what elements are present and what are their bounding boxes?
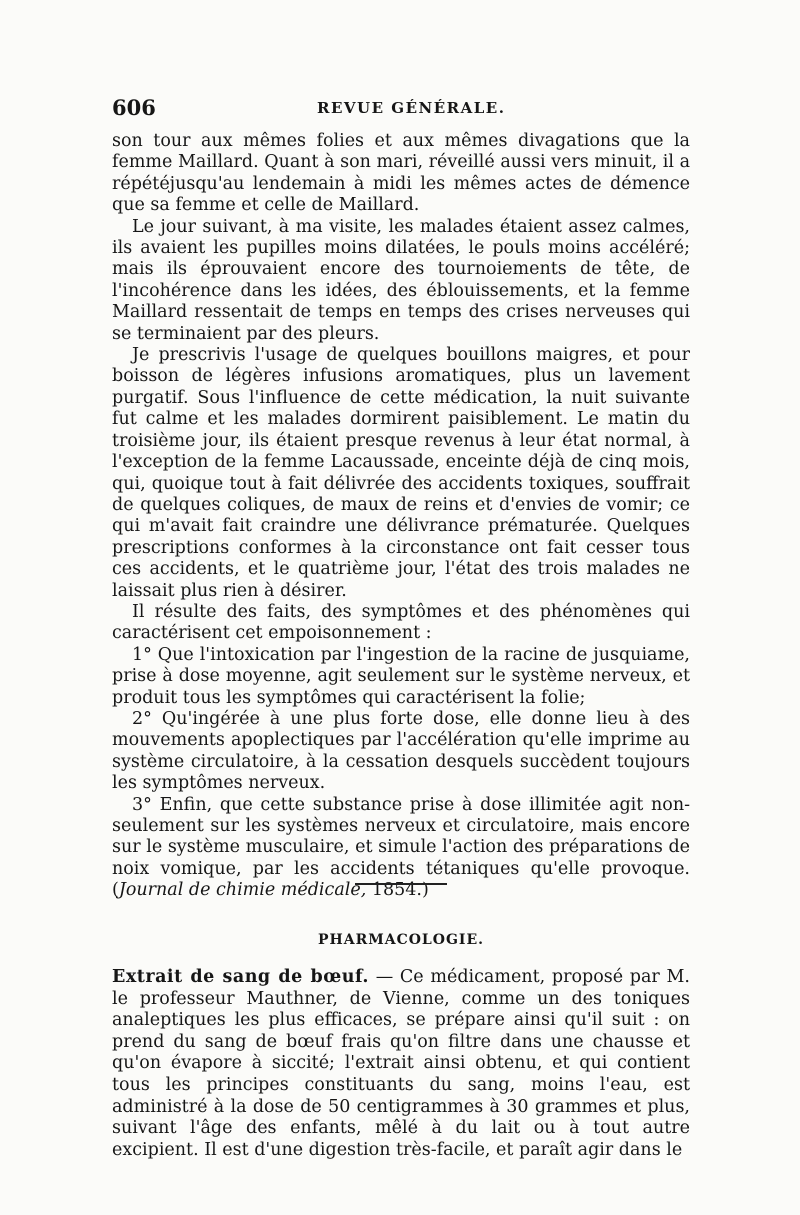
- entry-text: — Ce médicament, proposé par M. le professeur Mauthner, de Vienne, comme un des toniques analeptiques les plus efficaces, se prépare ainsi qu'il suit : on prend du sang de bœuf frais qu'on filtre dans une chausse et qu'on évapore à siccité; l'extrait ainsi obtenu, et qui contient tous les principes constituants du sang, moins l'eau, est administré à la dose de 50 centigrammes à 30 grammes et plus, suivant l'âge des enfants, mêlé à du lait ou à tout autre excipient. Il est d'une digestion très-facile, et paraît agir dans le: [112, 967, 690, 1160]
- running-title: REVUE GÉNÉRALE.: [317, 99, 506, 117]
- section-heading: PHARMACOLOGIE.: [317, 932, 485, 948]
- citation-year: 1854.): [371, 880, 429, 901]
- section-divider: [355, 883, 447, 885]
- conclusion-item-1: 1° Que l'intoxication par l'ingestion de la racine de jusquiame, prise à dose moyenne, agit seulement sur le système nerveux, et produit tous les symptômes qui caractérisent la folie;: [112, 644, 690, 708]
- conclusion-item-3-text: 3° Enfin, que cette substance prise à dose illimitée agit non-seulement sur les systèmes nerveux et circulatoire, mais encore sur le système musculaire, et simule l'action des préparations de noix vomique, par les accidents tétaniques qu'elle provoque. (: [112, 794, 690, 901]
- paragraph: Il résulte des faits, des symptômes et des phénomènes qui caractérisent cet empoisonnement :: [112, 601, 690, 644]
- journal-citation: Journal de chimie médicale,: [118, 880, 367, 901]
- paragraph: Je prescrivis l'usage de quelques bouillons maigres, et pour boisson de légères infusions aromatiques, plus un lavement purgatif. Sous l'influence de cette médication, la nuit suivante fut calme et les malades dormirent paisiblement. Le matin du troisième jour, ils étaient presque revenus à leur état normal, à l'exception de la femme Lacaussade, enceinte déjà de cinq mois, qui, quoique tout à fait délivrée des accidents toxiques, souffrait de quelques coliques, de maux de reins et d'envies de vomir; ce qui m'avait fait craindre une délivrance prématurée. Quelques prescriptions conformes à la circonstance ont fait cesser tous ces accidents, et le quatrième jour, l'état des trois malades ne laissait plus rien à désirer.: [112, 345, 690, 601]
- conclusion-item-2: 2° Qu'ingérée à une plus forte dose, elle donne lieu à des mouvements apoplectiques par l'accélération qu'elle imprime au système circulatoire, à la cessation desquels succèdent toujours les symptômes nerveux.: [112, 708, 690, 794]
- paragraph: son tour aux mêmes folies et aux mêmes divagations que la femme Maillard. Quant à son mari, réveillé aussi vers minuit, il a répétéjusqu'au lendemain à midi les mêmes actes de démence que sa femme et celle de Maillard.: [112, 131, 690, 216]
- pharmacology-entry: [112, 967, 690, 1161]
- page-header: [112, 95, 690, 125]
- paragraph: Le jour suivant, à ma visite, les malades étaient assez calmes, ils avaient les pupilles moins dilatées, le pouls moins accéléré; mais ils éprouvaient encore des tournoiements de tête, de l'incohérence dans les idées, des éblouissements, et la femme Maillard ressentait de temps en temps des crises nerveuses qui se terminaient par des pleurs.: [112, 216, 690, 344]
- paragraph: [112, 967, 690, 1161]
- page-number: 606: [112, 95, 156, 120]
- conclusion-item-3: [112, 795, 690, 902]
- entry-title: Extrait de sang de bœuf.: [112, 967, 369, 987]
- article-body: [112, 131, 690, 902]
